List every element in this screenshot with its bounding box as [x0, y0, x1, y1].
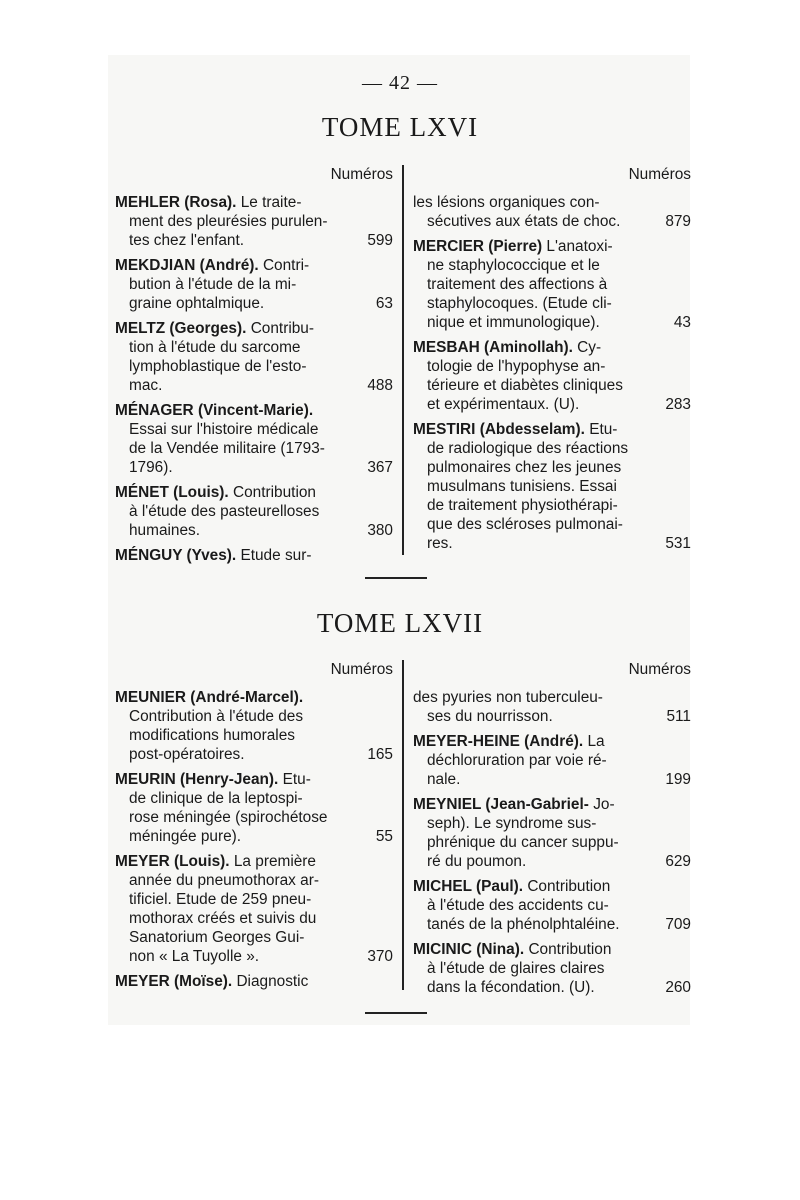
entry-line — [115, 688, 393, 707]
entry-line-text: rose méningée (spirochétose — [129, 809, 328, 826]
tome-title: TOME LXVI — [321, 112, 479, 142]
entry-text — [129, 929, 304, 946]
entry-text — [427, 440, 628, 457]
entry-text — [427, 276, 607, 293]
entry-text — [115, 771, 311, 788]
entry-number: 531 — [665, 535, 691, 552]
entry-number: 283 — [665, 396, 691, 413]
author-name: MICHEL (Paul). — [413, 878, 524, 895]
entry-text — [413, 238, 613, 255]
entry-text — [427, 770, 460, 789]
entry-line — [115, 745, 393, 764]
entry-number: 511 — [666, 708, 691, 725]
tome-lxvi-section — [115, 165, 691, 564]
entry-line — [115, 789, 393, 808]
entry-line — [413, 237, 691, 256]
entry-text — [115, 853, 316, 870]
entry-text — [115, 194, 301, 211]
entry-line-text: La — [587, 733, 605, 750]
entry-line-text: lymphoblastique de l'esto- — [129, 358, 307, 375]
entry-line-text: L'anatoxi- — [546, 238, 613, 255]
section-separator — [365, 1012, 427, 1014]
index-entry — [413, 193, 691, 231]
entry-line-text: phrénique du cancer suppu- — [427, 834, 619, 851]
entry-line — [115, 439, 393, 458]
entry-text — [129, 276, 296, 293]
entry-number: 879 — [665, 213, 691, 230]
entry-text — [129, 910, 316, 927]
entry-line-text: Etude sur- — [240, 547, 312, 564]
entry-line-text: Jo- — [593, 796, 615, 813]
entry-line — [115, 726, 393, 745]
entry-line — [115, 212, 393, 231]
author-name: MEYER (Louis). — [115, 853, 230, 870]
entry-line-text: les lésions organiques con- — [413, 194, 600, 211]
entry-line-text: à l'étude de glaires claires — [427, 960, 605, 977]
entry-line-text: tes chez l'enfant. — [129, 232, 245, 249]
entry-number: 380 — [367, 522, 393, 539]
entry-line — [413, 877, 691, 896]
entry-number: 709 — [665, 916, 691, 933]
index-entry — [115, 546, 393, 565]
entry-line-text: de clinique de la leptospi- — [129, 790, 303, 807]
entry-line — [115, 458, 393, 477]
page-number: — 42 — — [362, 72, 438, 94]
index-entry — [413, 688, 691, 726]
entry-text — [427, 915, 620, 934]
entry-line — [115, 909, 393, 928]
entry-line — [115, 319, 393, 338]
entry-line — [115, 707, 393, 726]
entry-line — [115, 357, 393, 376]
entry-text — [427, 897, 609, 914]
entry-line — [413, 458, 691, 477]
tome-lxvii-section — [115, 660, 691, 996]
index-entry — [413, 732, 691, 789]
entry-line-text: tanés de la phénolphtaléine. — [427, 916, 620, 933]
index-entry — [115, 770, 393, 846]
index-entry — [115, 852, 393, 966]
entry-line-text: Etu- — [589, 421, 618, 438]
entry-line — [413, 515, 691, 534]
index-entry — [413, 420, 691, 553]
index-entry — [115, 483, 393, 540]
entry-line — [115, 502, 393, 521]
entry-line — [115, 401, 393, 420]
entry-text — [413, 733, 605, 750]
entry-line — [115, 338, 393, 357]
entry-text — [115, 402, 317, 419]
entry-line-text: 1796). — [129, 459, 173, 476]
entry-text — [115, 320, 314, 337]
entry-line — [413, 978, 691, 997]
entry-line-text: Cy- — [577, 339, 602, 356]
entry-line-text: des pyuries non tuberculeu- — [413, 689, 603, 706]
entry-text — [427, 516, 623, 533]
tome-title: TOME LXVII — [316, 608, 484, 638]
entry-line — [413, 275, 691, 294]
entry-line — [413, 915, 691, 934]
entry-line-text: de traitement physiothérapi- — [427, 497, 618, 514]
entry-text — [427, 212, 620, 231]
entry-text — [129, 790, 303, 807]
entry-text — [427, 707, 553, 726]
entry-text — [115, 257, 309, 274]
entry-text — [427, 295, 612, 312]
entry-text — [427, 752, 607, 769]
author-name: MEURIN (Henry-Jean). — [115, 771, 279, 788]
author-name: MEYER-HEINE (André). — [413, 733, 584, 750]
entry-line-text: Le traite- — [240, 194, 302, 211]
index-entry — [115, 319, 393, 395]
entry-line — [115, 193, 393, 212]
entry-line-text: bution à l'étude de la mi- — [129, 276, 297, 293]
entry-line — [413, 496, 691, 515]
entry-line — [413, 439, 691, 458]
entry-number: 629 — [665, 853, 691, 870]
author-name: MICINIC (Nina). — [413, 941, 525, 958]
index-entry — [115, 401, 393, 477]
entry-line-text: tificiel. Etude de 259 pneu- — [129, 891, 312, 908]
entry-line-text: traitement des affections à — [427, 276, 608, 293]
entry-text — [129, 708, 303, 725]
entry-text — [129, 891, 311, 908]
index-entry — [115, 688, 393, 764]
entry-text — [427, 815, 596, 832]
entry-line — [413, 814, 691, 833]
entry-line — [413, 294, 691, 313]
index-entry — [413, 338, 691, 414]
entry-text — [427, 534, 453, 553]
entry-text — [115, 973, 308, 990]
author-name: MEYER (Moïse). — [115, 973, 233, 990]
entry-line — [413, 193, 691, 212]
column-divider — [402, 165, 404, 555]
entry-text — [427, 459, 621, 476]
entry-number: 55 — [375, 828, 393, 845]
entry-line — [115, 420, 393, 439]
entry-line-text: Sanatorium Georges Gui- — [129, 929, 305, 946]
entry-text — [115, 484, 316, 501]
entry-line-text: nique et immunologique). — [427, 314, 600, 331]
entry-line-text: Contribution — [527, 878, 611, 895]
entry-line-text: ment des pleurésies purulen- — [129, 213, 328, 230]
entry-text — [129, 458, 173, 477]
entry-text — [427, 395, 579, 414]
entry-line — [413, 688, 691, 707]
entry-line-text: ré du poumon. — [427, 853, 527, 870]
entry-line — [413, 376, 691, 395]
entry-line-text: La première — [233, 853, 316, 870]
entry-line-text: Essai sur l'histoire médicale — [129, 421, 319, 438]
entry-line — [115, 972, 393, 991]
entry-text — [129, 947, 259, 966]
entry-line — [413, 852, 691, 871]
entry-line-text: de la Vendée militaire (1793- — [129, 440, 325, 457]
entry-text — [427, 978, 595, 997]
entry-line — [115, 483, 393, 502]
entry-number: 165 — [367, 746, 393, 763]
entry-line-text: modifications humorales — [129, 727, 295, 744]
index-entry — [413, 940, 691, 997]
numeros-header: Numéros — [628, 661, 691, 678]
entry-text — [129, 872, 319, 889]
entry-line-text: déchloruration par voie ré- — [427, 752, 607, 769]
entry-line-text: humaines. — [129, 522, 201, 539]
entry-line — [413, 357, 691, 376]
index-entry — [115, 193, 393, 250]
entry-number: 367 — [367, 459, 393, 476]
entry-text — [413, 421, 617, 438]
entry-line-text: non « La Tuyolle ». — [129, 948, 260, 965]
entry-text — [427, 960, 604, 977]
left-column — [115, 165, 393, 565]
entry-line-text: de radiologique des réactions — [427, 440, 629, 457]
entry-text — [129, 503, 319, 520]
entry-line-text: musulmans tunisiens. Essai — [427, 478, 617, 495]
entry-text — [129, 521, 200, 540]
entry-number: 63 — [375, 295, 393, 312]
entry-text — [129, 440, 325, 457]
entry-text — [427, 834, 619, 851]
entry-line — [115, 294, 393, 313]
entry-text — [427, 358, 605, 375]
entry-text — [427, 257, 600, 274]
entry-line-text: tologie de l'hypophyse an- — [427, 358, 606, 375]
author-name: MESBAH (Aminollah). — [413, 339, 573, 356]
entry-line — [115, 521, 393, 540]
entry-text — [413, 878, 610, 895]
entry-line-text: post-opératoires. — [129, 746, 245, 763]
entry-line-text: Diagnostic — [236, 973, 309, 990]
entry-line — [115, 770, 393, 789]
entry-number: 599 — [367, 232, 393, 249]
entry-line — [413, 732, 691, 751]
right-column — [413, 165, 691, 553]
entry-line-text: et expérimentaux. (U). — [427, 396, 580, 413]
entry-text — [129, 827, 241, 846]
entry-number: 43 — [673, 314, 691, 331]
entry-line-text: Contribu- — [250, 320, 314, 337]
entry-line — [413, 770, 691, 789]
entry-text — [427, 497, 618, 514]
author-name: MELTZ (Georges). — [115, 320, 247, 337]
numeros-header: Numéros — [330, 661, 393, 678]
entry-line — [115, 275, 393, 294]
entry-text — [129, 745, 245, 764]
entry-text — [427, 377, 623, 394]
author-name: MEHLER (Rosa). — [115, 194, 237, 211]
entry-line — [413, 256, 691, 275]
entry-line-text: dans la fécondation. (U). — [427, 979, 595, 996]
entry-text — [427, 852, 526, 871]
left-column — [115, 660, 393, 991]
entry-text — [129, 339, 300, 356]
entry-text — [427, 313, 600, 332]
entry-line-text: Contribution — [528, 941, 612, 958]
author-name: MÉNAGER (Vincent-Marie). — [115, 402, 314, 419]
entry-line — [115, 871, 393, 890]
entry-line-text: à l'étude des accidents cu- — [427, 897, 609, 914]
entry-line — [413, 940, 691, 959]
entry-number: 370 — [367, 948, 393, 965]
numeros-header: Numéros — [628, 166, 691, 183]
entry-number: 260 — [665, 979, 691, 996]
entry-line-text: Etu- — [282, 771, 311, 788]
entry-line-text: ne staphylococcique et le — [427, 257, 600, 274]
entry-text — [129, 727, 295, 744]
entry-text — [129, 358, 306, 375]
entry-text — [413, 339, 601, 356]
entry-line — [413, 338, 691, 357]
entry-line-text: Contribution — [233, 484, 316, 501]
column-divider — [402, 660, 404, 990]
entry-line-text: Contri- — [262, 257, 310, 274]
entry-text — [413, 941, 611, 958]
entry-line-text: pulmonaires chez les jeunes — [427, 459, 622, 476]
entry-text — [129, 376, 162, 395]
entry-line-text: méningée pure). — [129, 828, 242, 845]
entry-line — [413, 751, 691, 770]
entry-text — [413, 796, 615, 813]
entry-line-text: à l'étude des pasteurelloses — [129, 503, 320, 520]
entry-number: 488 — [367, 377, 393, 394]
entry-line-text: que des scléroses pulmonai- — [427, 516, 623, 533]
entry-line-text: térieure et diabètes cliniques — [427, 377, 623, 394]
entry-line — [115, 890, 393, 909]
entry-line-text: ses du nourrisson. — [427, 708, 553, 725]
entry-text — [129, 213, 327, 230]
author-name: MEUNIER (André-Marcel). — [115, 689, 304, 706]
entry-line — [115, 256, 393, 275]
index-entry — [413, 237, 691, 332]
author-name: MÉNGUY (Yves). — [115, 547, 237, 564]
entry-line — [413, 420, 691, 439]
index-entry — [115, 256, 393, 313]
entry-line — [413, 395, 691, 414]
author-name: MEYNIEL (Jean-Gabriel- — [413, 796, 589, 813]
entry-text — [129, 231, 244, 250]
entry-text — [129, 809, 327, 826]
section-separator — [365, 577, 427, 579]
entry-line-text: mothorax créés et suivis du — [129, 910, 317, 927]
author-name: MESTIRI (Abdesselam). — [413, 421, 585, 438]
entry-line-text: staphylocoques. (Etude cli- — [427, 295, 612, 312]
entry-line — [115, 808, 393, 827]
entry-text — [115, 689, 307, 706]
entry-line — [413, 795, 691, 814]
right-column — [413, 660, 691, 997]
entry-line-text: tion à l'étude du sarcome — [129, 339, 301, 356]
index-entry — [413, 795, 691, 871]
entry-number: 199 — [665, 771, 691, 788]
entry-line — [413, 959, 691, 978]
entry-line-text: nale. — [427, 771, 461, 788]
entry-line — [413, 707, 691, 726]
author-name: MERCIER (Pierre) — [413, 238, 543, 255]
author-name: MÉNET (Louis). — [115, 484, 229, 501]
entry-line-text: sécutives aux états de choc. — [427, 213, 621, 230]
entry-line — [413, 534, 691, 553]
entry-line-text: res. — [427, 535, 453, 552]
entry-text — [427, 478, 617, 495]
entry-line — [413, 833, 691, 852]
entry-text — [129, 421, 318, 438]
author-name: MEKDJIAN (André). — [115, 257, 259, 274]
entry-text — [115, 547, 311, 564]
entry-line — [413, 477, 691, 496]
entry-text — [129, 294, 264, 313]
entry-line — [115, 852, 393, 871]
entry-line-text: Contribution à l'étude des — [129, 708, 304, 725]
entry-text — [413, 194, 600, 211]
numeros-header: Numéros — [330, 166, 393, 183]
entry-text — [413, 689, 603, 706]
entry-line — [115, 231, 393, 250]
entry-line-text: année du pneumothorax ar- — [129, 872, 319, 889]
index-entry — [413, 877, 691, 934]
entry-line-text: seph). Le syndrome sus- — [427, 815, 597, 832]
entry-line — [413, 896, 691, 915]
entry-line — [115, 376, 393, 395]
entry-line-text: mac. — [129, 377, 163, 394]
entry-line — [115, 928, 393, 947]
entry-line — [413, 313, 691, 332]
entry-line — [115, 947, 393, 966]
entry-line — [115, 546, 393, 565]
index-entry — [115, 972, 393, 991]
entry-line — [115, 827, 393, 846]
entry-line-text: graine ophtalmique. — [129, 295, 265, 312]
entry-line — [413, 212, 691, 231]
